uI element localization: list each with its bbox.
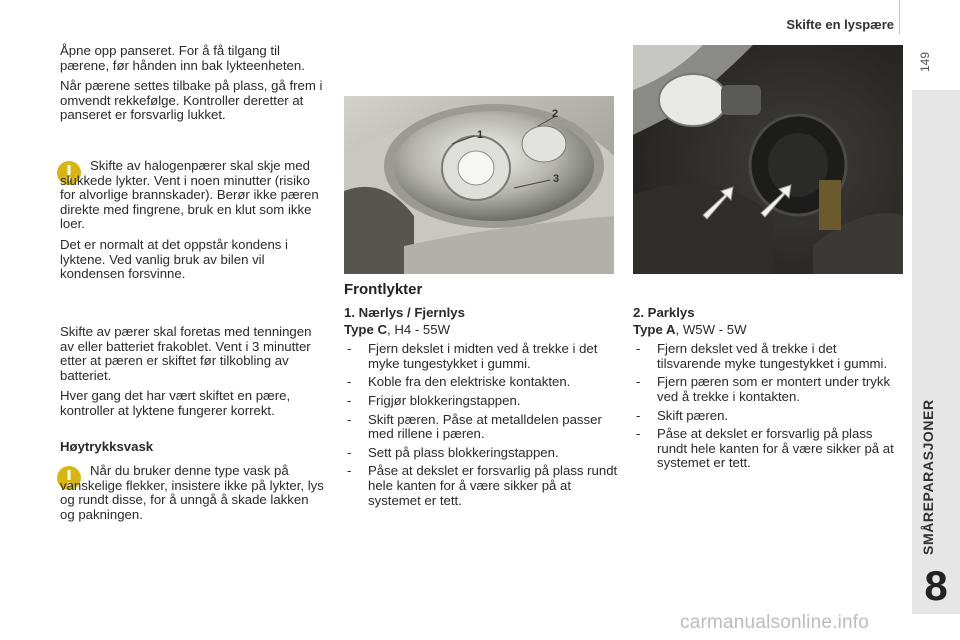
header-divider <box>899 0 900 34</box>
type-label: Type A <box>633 321 676 337</box>
intro-text <box>60 44 328 129</box>
page-header-title: Skifte en lyspære <box>786 17 894 32</box>
section-title: Frontlykter <box>344 281 423 298</box>
battery-paragraph: Hver gang det har vært skiftet en pære, kontroller at lyktene fungerer korrekt. <box>60 388 291 418</box>
callout-label: 3 <box>553 173 560 185</box>
warning-washer-text <box>60 464 326 528</box>
item-title: 2. Parklys <box>633 305 695 320</box>
item-title: 1. Nærlys / Fjernlys <box>344 305 465 320</box>
parklight-image <box>633 45 903 274</box>
intro-paragraph: Når pærene settes tilbake på plass, gå frem i omvendt rekkefølge. Kontroller deretter at panseret er forsvarlig lukket. <box>60 78 323 123</box>
type-label: Type C <box>344 321 387 337</box>
battery-text <box>60 325 328 425</box>
warning-halogen-text <box>60 159 326 288</box>
washer-heading: Høytrykksvask <box>60 439 154 454</box>
step-item: - Påse at dekslet er forsvarlig på plass rundt hele kanten for å være sikker på at systemet er tett. <box>633 427 901 471</box>
step-item: - Fjern dekslet i midten ved å trekke i det myke tungestykket i gummi. <box>344 342 619 371</box>
step-item: - Fjern pæren som er montert under trykk ved å trekke i kontakten. <box>633 375 901 404</box>
page-number: 149 <box>918 51 932 72</box>
steps-list <box>633 342 901 471</box>
step-item: - Fjern dekslet ved å trekke i det tilsvarende myke tungestykket i gummi. <box>633 342 901 371</box>
step-item: - Påse at dekslet er forsvarlig på plass rundt hele kanten for å være sikker på at systemet er tett. <box>344 464 619 508</box>
bulb-type <box>344 323 619 338</box>
battery-paragraph: Skifte av pærer skal foretas med tenningen av eller batteriet frakoblet. Vent i 3 minutter etter at pæren er skiftet før tilkobling av batteriet. <box>60 324 312 383</box>
bulb-type <box>633 323 901 338</box>
warning-paragraph: Det er normalt at det oppstår kondens i lyktene. Ved vanlig bruk av bilen vil kondensen forsvinne. <box>60 236 288 282</box>
headlight-image <box>344 96 614 274</box>
callout-label: 2 <box>552 108 559 120</box>
step-item: - Sett på plass blokkeringstappen. <box>344 446 619 461</box>
intro-paragraph: Åpne opp panseret. For å få tilgang til pærene, før hånden inn bak lykteenheten. <box>60 43 305 73</box>
step-item: - Koble fra den elektriske kontakten. <box>344 375 619 390</box>
steps-list <box>344 342 619 508</box>
warning-paragraph: Når du bruker denne type vask på vanskelige flekker, insistere ikke på lykter, lys og rundt disse, for å unngå å skade lakken og pakningen. <box>60 463 324 522</box>
low-high-beam-section <box>344 306 619 512</box>
type-value: , W5W - 5W <box>675 321 747 337</box>
chapter-label: SMÅREPARASJONER <box>920 399 936 555</box>
type-value: , H4 - 55W <box>387 321 451 337</box>
step-item: - Frigjør blokkeringstappen. <box>344 394 619 409</box>
step-item: - Skift pæren. Påse at metalldelen passer med rillene i pæren. <box>344 413 619 442</box>
chapter-number: 8 <box>912 558 960 614</box>
warning-paragraph: Skifte av halogenpærer skal skje med slukkede lykter. Vent i noen minutter (risiko for alvorlige brannskader). Berør ikke pæren direkte med fingrene, bruk en klut som ikke loer. <box>60 158 319 232</box>
callout-label: 1 <box>477 129 484 141</box>
parking-light-section <box>633 306 901 475</box>
step-item: - Skift pæren. <box>633 409 901 424</box>
watermark: carmanualsonline.info <box>680 612 870 633</box>
